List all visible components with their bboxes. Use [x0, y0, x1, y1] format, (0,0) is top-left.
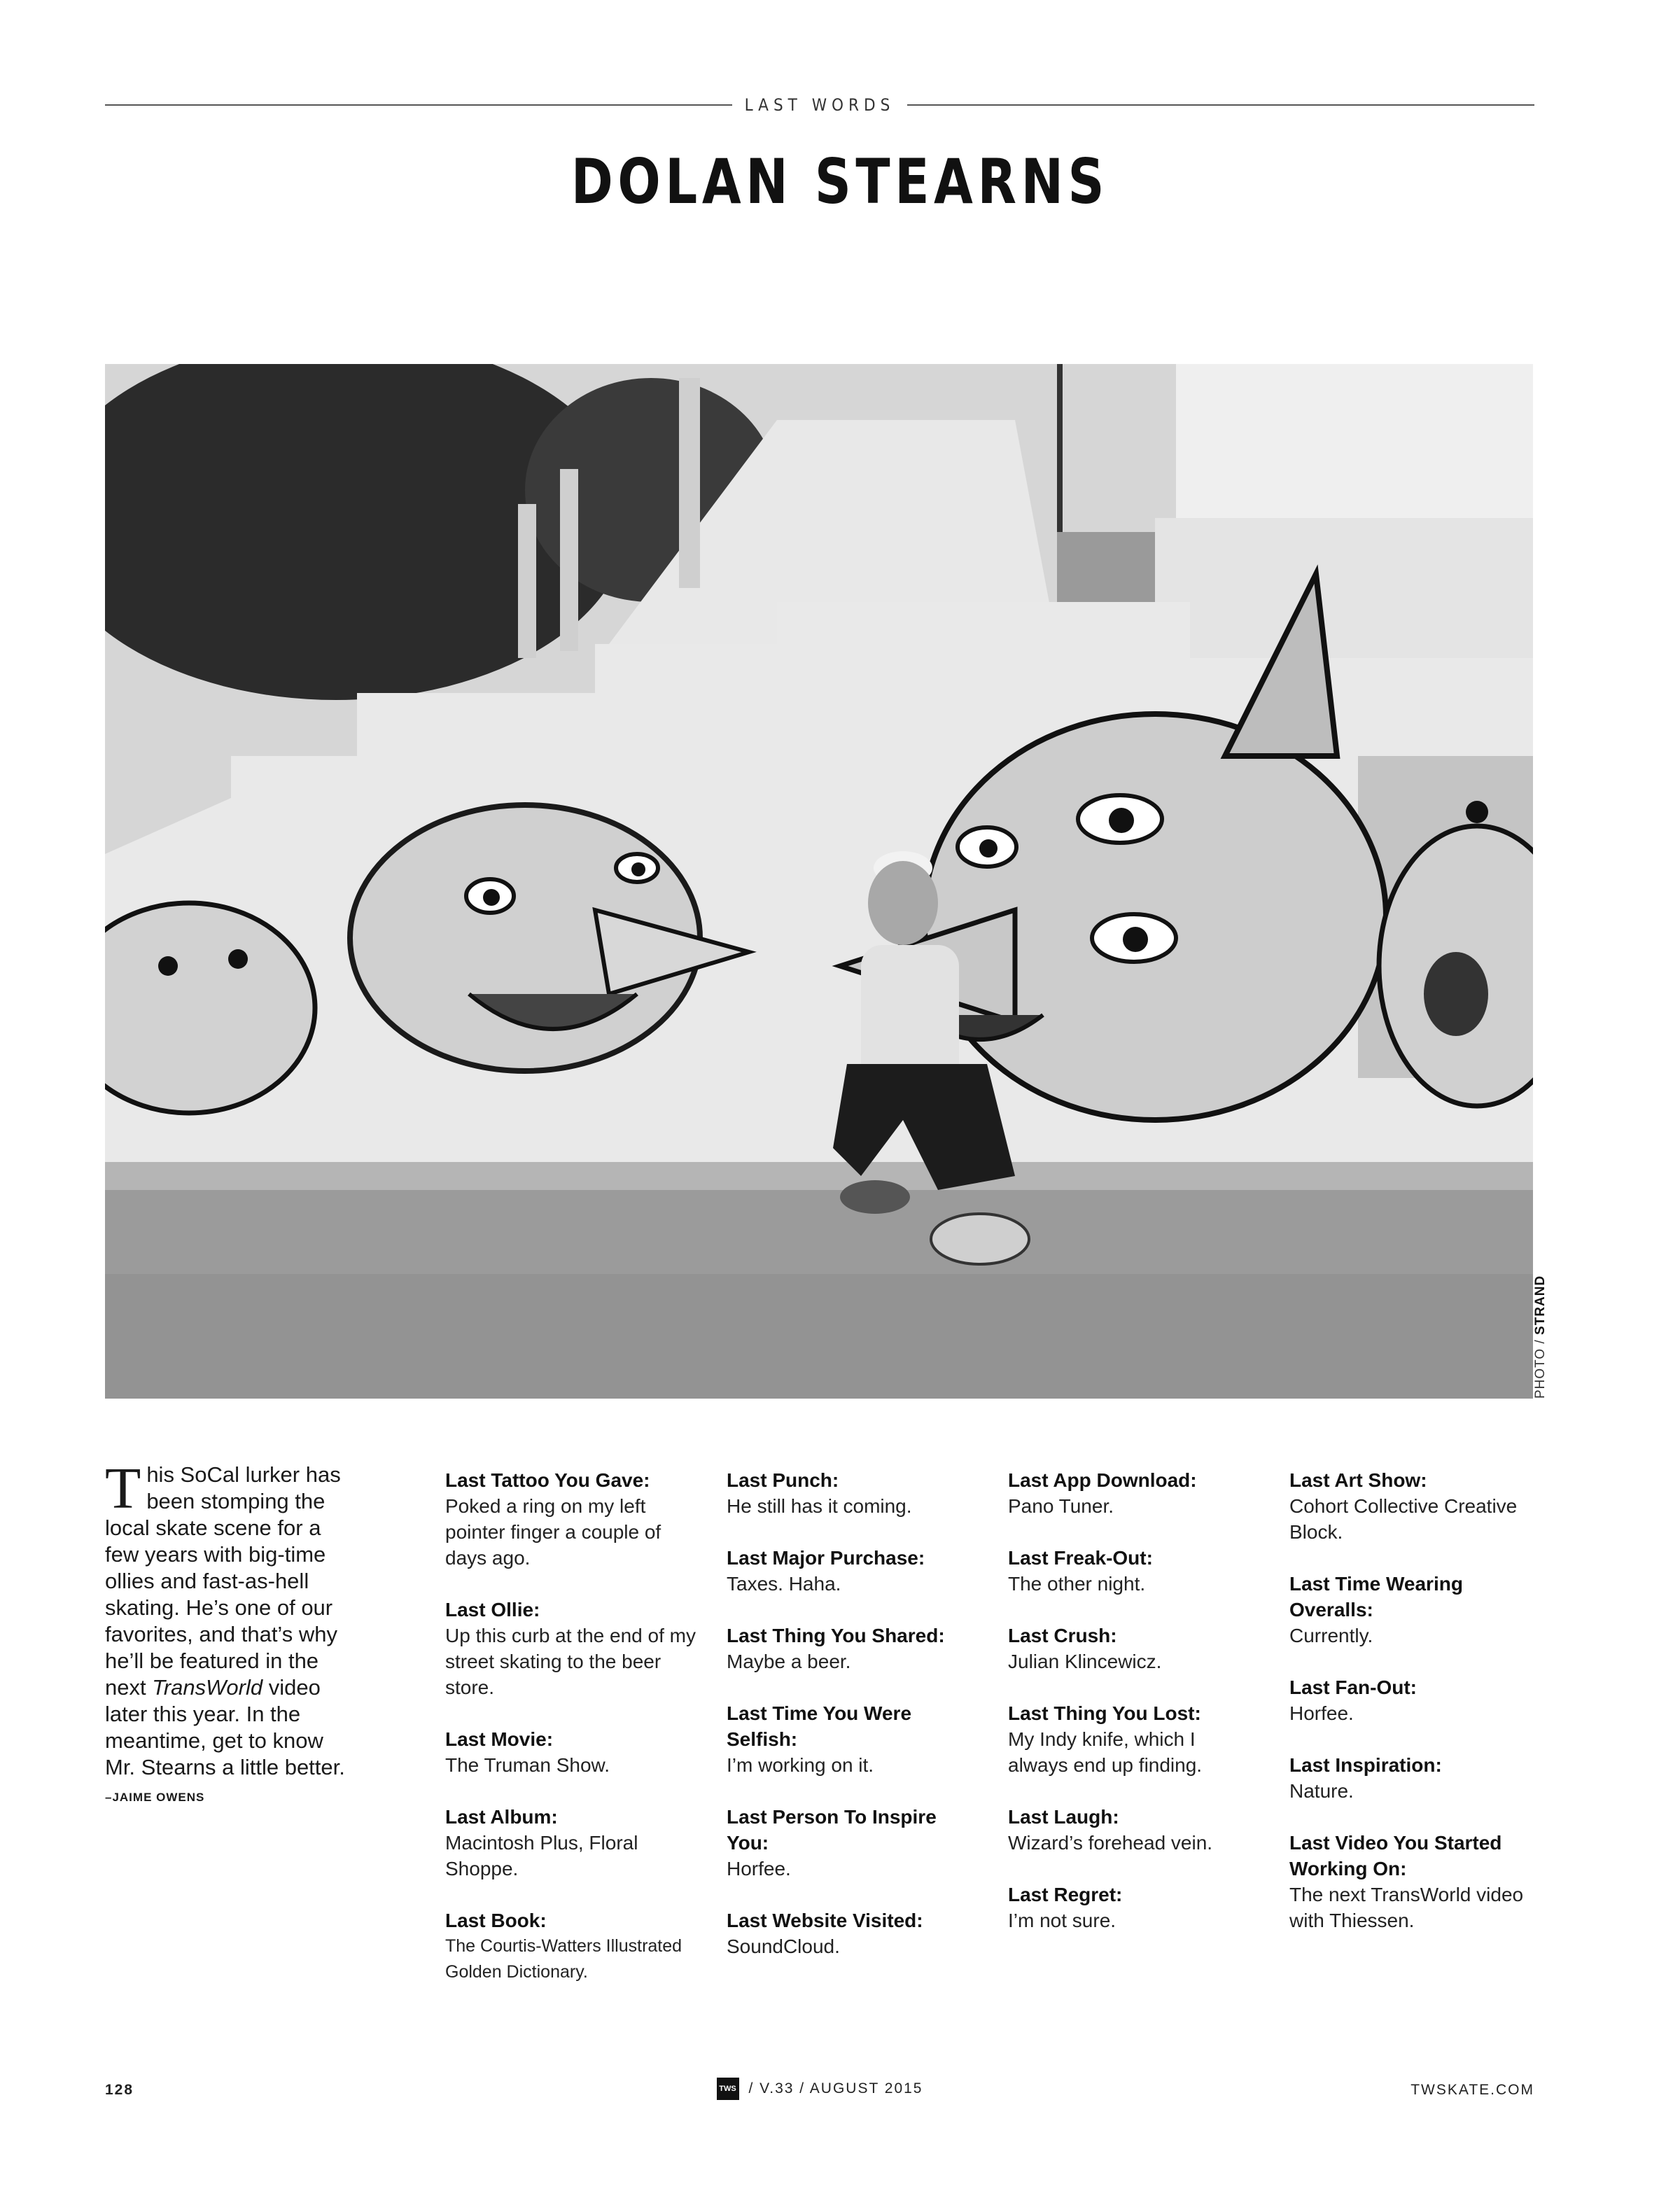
qa-item	[445, 1597, 697, 1700]
qa-item	[445, 1467, 697, 1571]
qa-answer: I’m not sure.	[1008, 1910, 1116, 1931]
qa-question: Last Time Wearing Overalls:	[1289, 1573, 1463, 1620]
feature-photo	[105, 364, 1533, 1399]
qa-item	[1289, 1830, 1541, 1933]
qa-answer: Horfee.	[1289, 1702, 1354, 1724]
qa-item	[1008, 1467, 1260, 1519]
qa-question: Last Movie:	[445, 1728, 554, 1750]
qa-answer: The Truman Show.	[445, 1754, 610, 1776]
header-rule-left	[105, 104, 732, 106]
qa-answer: Julian Klincewicz.	[1008, 1651, 1162, 1672]
qa-item	[1008, 1882, 1260, 1933]
intro-paragraph	[105, 1456, 357, 1811]
qa-answer: My Indy knife, which I always end up finding.	[1008, 1728, 1203, 1776]
qa-answer: Wizard’s forehead vein.	[1008, 1832, 1213, 1854]
qa-answer: The Courtis-Watters Illustrated Golden Dictionary.	[445, 1936, 682, 1982]
qa-answer: Pano Tuner.	[1008, 1495, 1114, 1517]
section-header	[105, 92, 1534, 118]
qa-answer: I’m working on it.	[727, 1754, 874, 1776]
photo-credit-prefix: PHOTO /	[1533, 1334, 1548, 1399]
intro-text-em: TransWorld	[152, 1675, 263, 1700]
qa-item	[445, 1726, 697, 1778]
qa-question: Last Time You Were Selfish:	[727, 1702, 912, 1750]
photo-credit	[1533, 1231, 1561, 1399]
qa-item	[1289, 1467, 1541, 1545]
qa-item	[727, 1623, 979, 1674]
photo-illustration	[105, 364, 1533, 1399]
qa-answer: Taxes. Haha.	[727, 1573, 841, 1595]
qa-question: Last Punch:	[727, 1469, 839, 1491]
qa-question: Last App Download:	[1008, 1469, 1197, 1491]
tws-logo: TWS	[717, 2078, 739, 2100]
qa-item	[1289, 1752, 1541, 1804]
qa-item	[727, 1907, 979, 1959]
byline: –JAIME OWENS	[105, 1791, 205, 1804]
qa-answer: Up this curb at the end of my street skating to the beer store.	[445, 1625, 696, 1698]
page-footer	[105, 2078, 1534, 2106]
qa-answer: Nature.	[1289, 1780, 1354, 1802]
qa-question: Last Person To Inspire You:	[727, 1806, 937, 1854]
qa-item	[1289, 1674, 1541, 1726]
qa-question: Last Video You Started Working On:	[1289, 1832, 1502, 1879]
photo-credit-name: STRAND	[1533, 1275, 1548, 1335]
qa-answer: Cohort Collective Creative Block.	[1289, 1495, 1518, 1543]
qa-question: Last Thing You Shared:	[727, 1625, 945, 1646]
qa-column-2	[727, 1467, 979, 1985]
qa-question: Last Fan-Out:	[1289, 1676, 1417, 1698]
qa-question: Last Tattoo You Gave:	[445, 1469, 650, 1491]
page-title: DOLAN STEARNS	[570, 146, 1110, 218]
qa-item	[1008, 1623, 1260, 1674]
qa-item	[445, 1907, 697, 1985]
qa-question: Last Major Purchase:	[727, 1547, 925, 1569]
qa-question: Last Regret:	[1008, 1884, 1123, 1905]
qa-question: Last Crush:	[1008, 1625, 1117, 1646]
site-url: TWSKATE.COM	[1410, 2082, 1534, 2098]
qa-answer: Macintosh Plus, Floral Shoppe.	[445, 1832, 638, 1879]
qa-column-4	[1289, 1467, 1541, 1959]
qa-item	[1008, 1545, 1260, 1597]
header-rule-right	[907, 104, 1534, 106]
qa-answer: He still has it coming.	[727, 1495, 912, 1517]
qa-column-1	[445, 1467, 697, 2011]
section-label: LAST WORDS	[744, 95, 895, 115]
qa-item	[727, 1545, 979, 1597]
qa-question: Last Art Show:	[1289, 1469, 1427, 1491]
intro-text-b: video later this year. In the meantime, get to know Mr. Stearns a little better.	[105, 1675, 345, 1779]
qa-answer: Maybe a beer.	[727, 1651, 851, 1672]
qa-answer: Currently.	[1289, 1625, 1373, 1646]
qa-item	[1008, 1804, 1260, 1856]
qa-answer: SoundCloud.	[727, 1935, 840, 1957]
qa-question: Last Laugh:	[1008, 1806, 1119, 1828]
qa-question: Last Album:	[445, 1806, 558, 1828]
qa-item	[727, 1467, 979, 1519]
qa-item	[1008, 1700, 1260, 1778]
qa-question: Last Thing You Lost:	[1008, 1702, 1201, 1724]
qa-item	[1289, 1571, 1541, 1648]
qa-item	[727, 1804, 979, 1882]
qa-question: Last Freak-Out:	[1008, 1547, 1153, 1569]
issue-info	[105, 2078, 1534, 2100]
intro-text-a: his SoCal lurker has been stomping the local skate scene for a few years with big-time ollies and fast-as-hell skating. He’s one of our favorites, and that’s why he’ll be featured in the next	[105, 1462, 341, 1700]
issue-text: / V.33 / AUGUST 2015	[748, 2080, 923, 2096]
qa-answer: Poked a ring on my left pointer finger a couple of days ago.	[445, 1495, 662, 1569]
qa-answer: Horfee.	[727, 1858, 791, 1879]
drop-cap: T	[105, 1456, 141, 1521]
qa-answer: The other night.	[1008, 1573, 1146, 1595]
qa-item	[445, 1804, 697, 1882]
page-number: 128	[105, 2082, 134, 2098]
qa-question: Last Ollie:	[445, 1599, 540, 1620]
qa-question: Last Book:	[445, 1910, 547, 1931]
qa-question: Last Website Visited:	[727, 1910, 923, 1931]
qa-column-3	[1008, 1467, 1260, 1959]
qa-item	[727, 1700, 979, 1778]
qa-answer: The next TransWorld video with Thiessen.	[1289, 1884, 1524, 1931]
qa-question: Last Inspiration:	[1289, 1754, 1442, 1776]
